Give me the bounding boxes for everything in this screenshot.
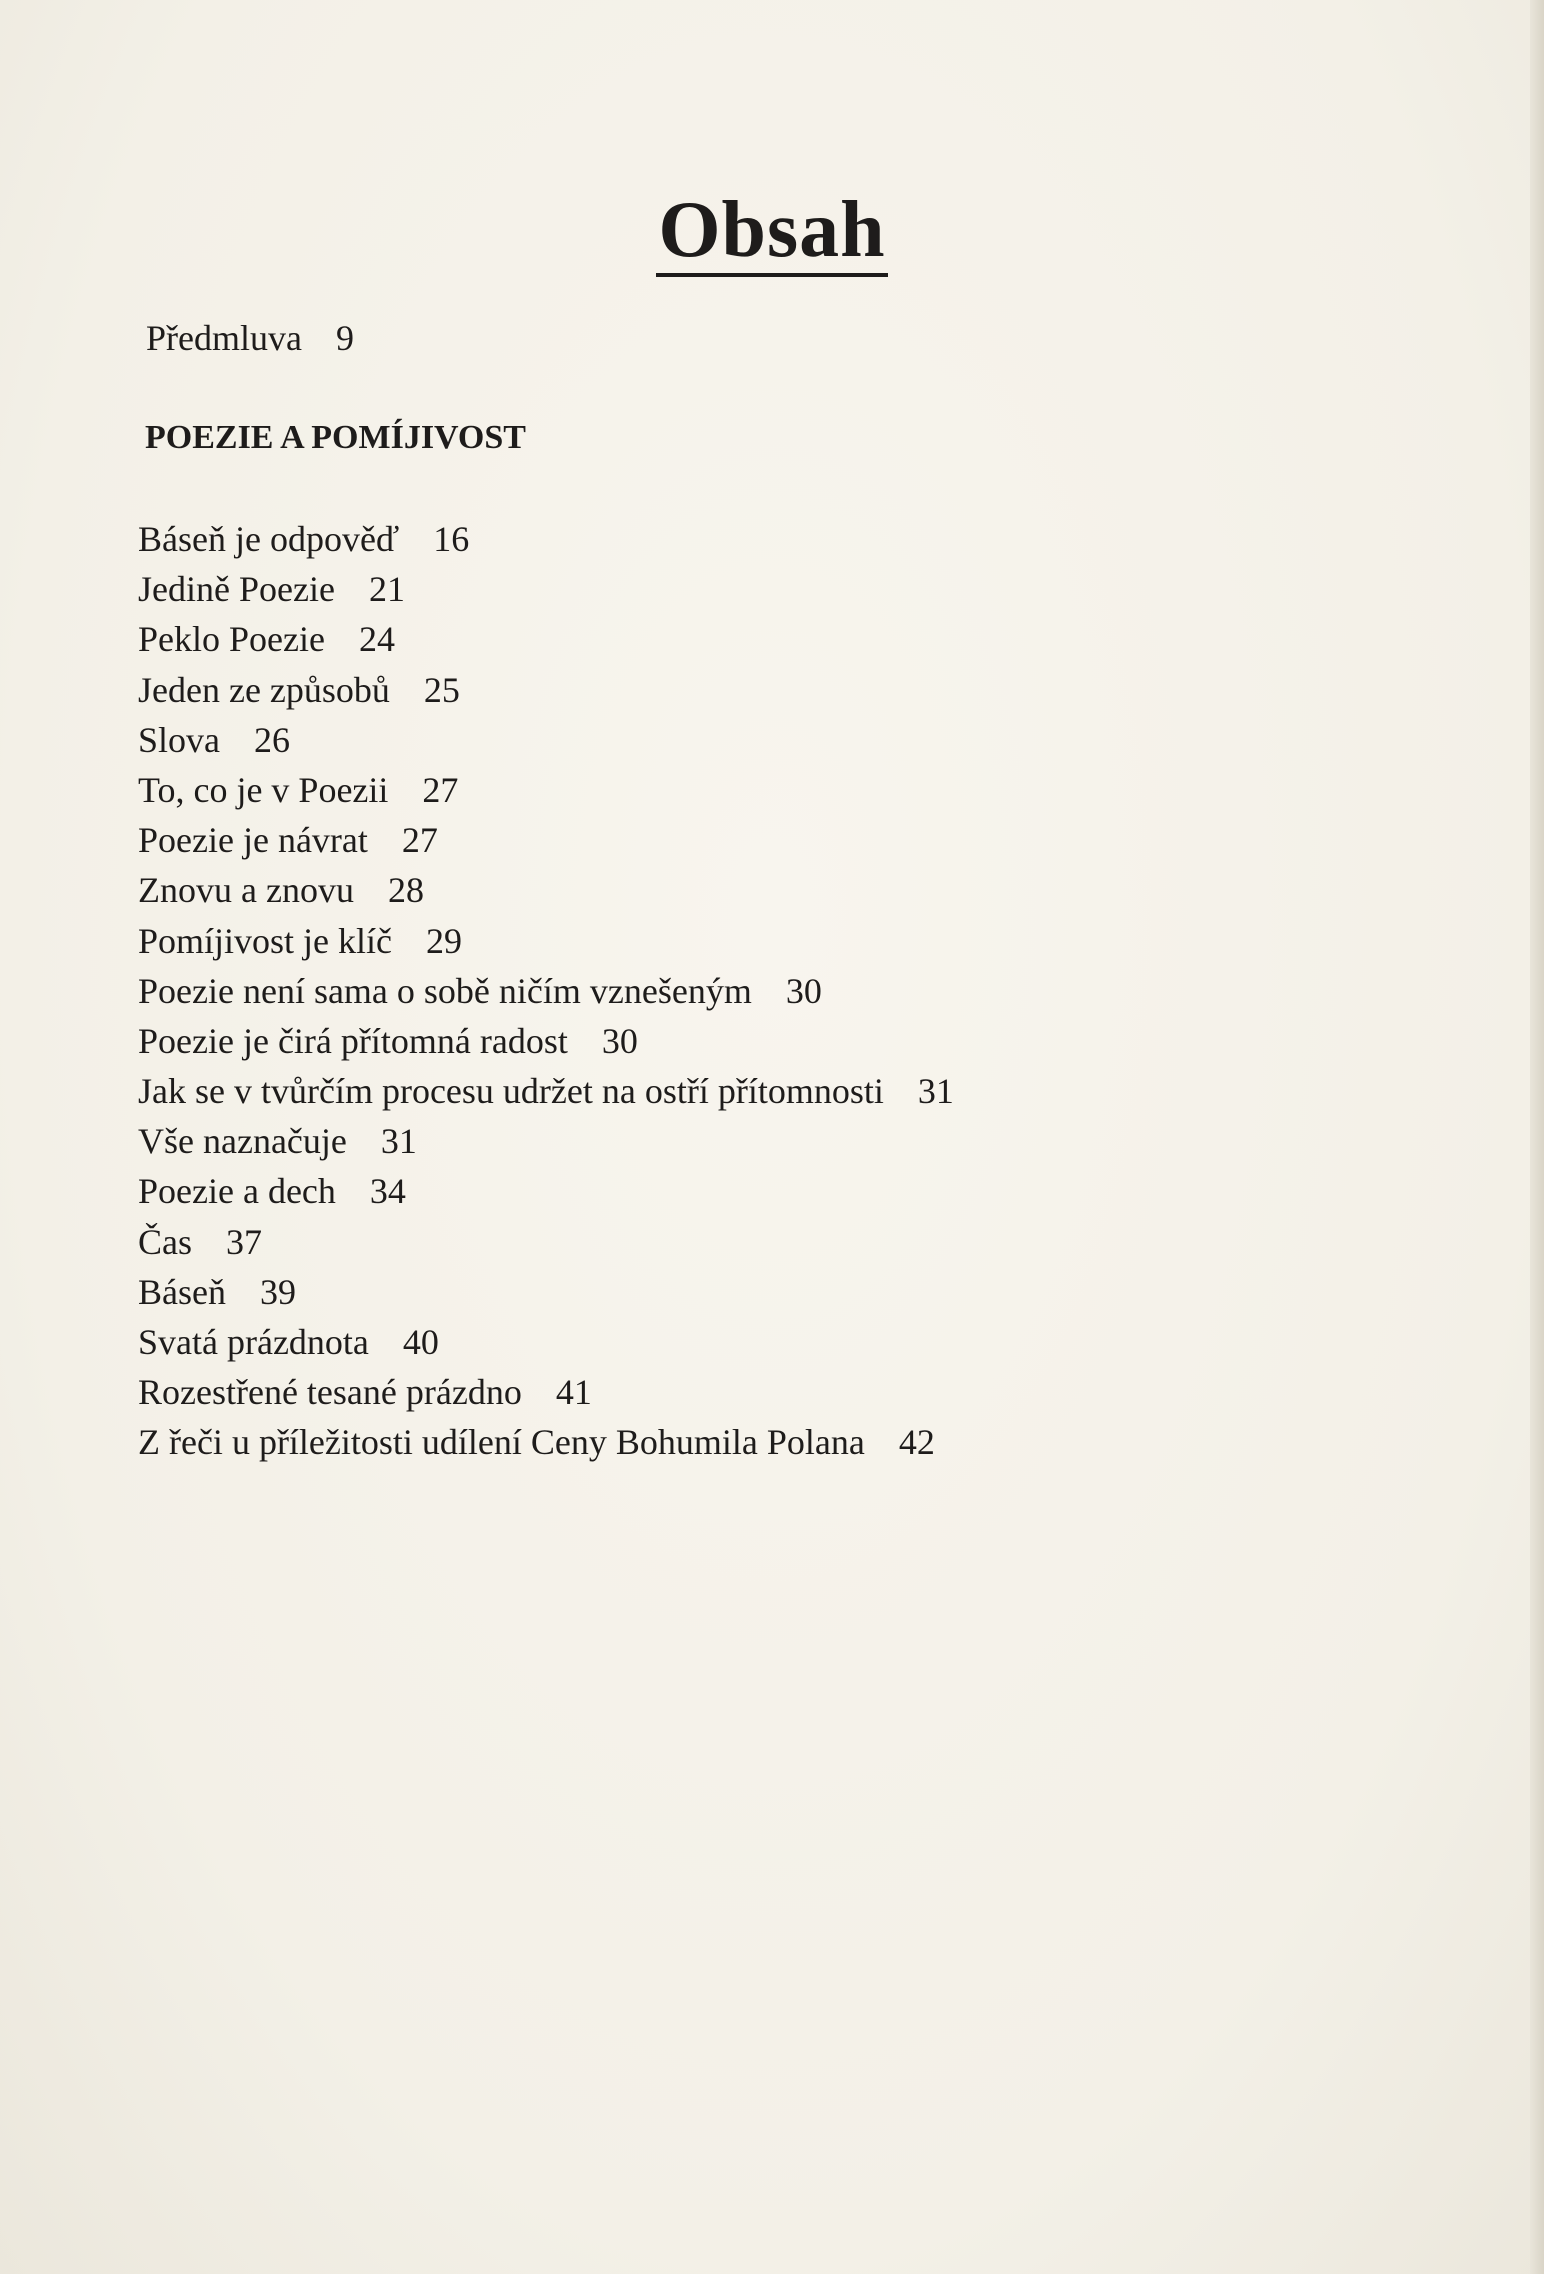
toc-entry-page: 27 [401,820,438,861]
toc-entry-page: 21 [368,569,405,610]
toc-entry [138,1317,954,1367]
toc-entry-label: Slova [138,719,221,760]
toc-entry-page: 39 [259,1271,296,1312]
toc-entry-page: 9 [335,318,354,358]
toc-entry-page: 40 [402,1322,439,1362]
page-title [0,182,1544,278]
section-heading: POEZIE A POMÍJIVOST [145,419,526,456]
toc-entry-label: Svatá prázdnota [138,1322,369,1362]
toc-entry [138,916,954,966]
toc-entry [138,514,954,564]
toc-entry [138,665,954,715]
toc-entry-label: Jak se v tvůrčím procesu udržet na ostří přítomnosti [138,1071,884,1112]
toc-entry-label: Peklo Poezie [138,619,325,660]
toc-entry-page: 41 [555,1372,592,1413]
toc-entry-label: Jeden ze způsobů [138,669,390,710]
toc-entry-label: Pomíjivost je klíč [138,920,393,961]
toc-entry-label: Jedině Poezie [138,569,335,610]
toc-entry [138,1116,954,1166]
toc-entry-page: 29 [426,920,463,961]
toc-entry [138,865,954,915]
table-of-contents [138,514,954,1468]
toc-entry [138,1066,954,1116]
toc-entry-label: Rozestřené tesané prázdno [138,1372,522,1413]
toc-entry-label: Poezie není sama o sobě ničím vznešeným [138,970,752,1011]
toc-entry-label: Poezie je návrat [138,820,368,861]
toc-entry-page: 37 [226,1221,262,1262]
toc-entry-label: Vše naznačuje [138,1121,347,1162]
toc-entry [138,966,954,1016]
toc-entry [138,765,954,815]
toc-entry-page: 27 [422,769,459,810]
toc-entry-label: Poezie je čirá přítomná radost [138,1020,568,1061]
toc-entry-page: 26 [254,719,291,760]
toc-entry-page: 30 [601,1020,638,1061]
toc-entry [138,1217,954,1267]
toc-entry-page: 34 [369,1171,406,1212]
page-edge [1530,0,1544,2274]
toc-entry-page: 31 [917,1071,954,1112]
toc-entry-label: Báseň [138,1271,226,1312]
toc-entry-label: Poezie a dech [138,1171,336,1212]
toc-entry [138,1267,954,1317]
toc-entry-label: Znovu a znovu [138,870,354,911]
toc-entry-page: 31 [380,1121,417,1162]
toc-entry-page: 16 [433,519,470,559]
toc-entry [138,715,954,765]
page-title-text: Obsah [656,187,887,277]
toc-entry-label: Předmluva [146,318,302,358]
toc-entry-label: Čas [138,1221,192,1262]
toc-entry-preface [146,316,354,360]
toc-entry-label: Z řeči u příležitosti udílení Ceny Bohumila Polana [138,1422,865,1463]
toc-entry [138,564,954,614]
toc-entry-page: 24 [358,619,395,660]
toc-entry [138,1367,954,1417]
toc-entry [138,815,954,865]
toc-entry-page: 30 [785,970,822,1011]
toc-entry [138,614,954,664]
toc-entry-label: To, co je v Poezii [138,769,389,810]
toc-entry [138,1417,954,1467]
toc-entry [138,1166,954,1216]
toc-entry-page: 42 [898,1422,935,1463]
toc-entry-page: 25 [423,669,460,710]
toc-entry [138,1016,954,1066]
toc-entry-page: 28 [387,870,424,911]
toc-entry-label: Báseň je odpověď [138,519,400,559]
